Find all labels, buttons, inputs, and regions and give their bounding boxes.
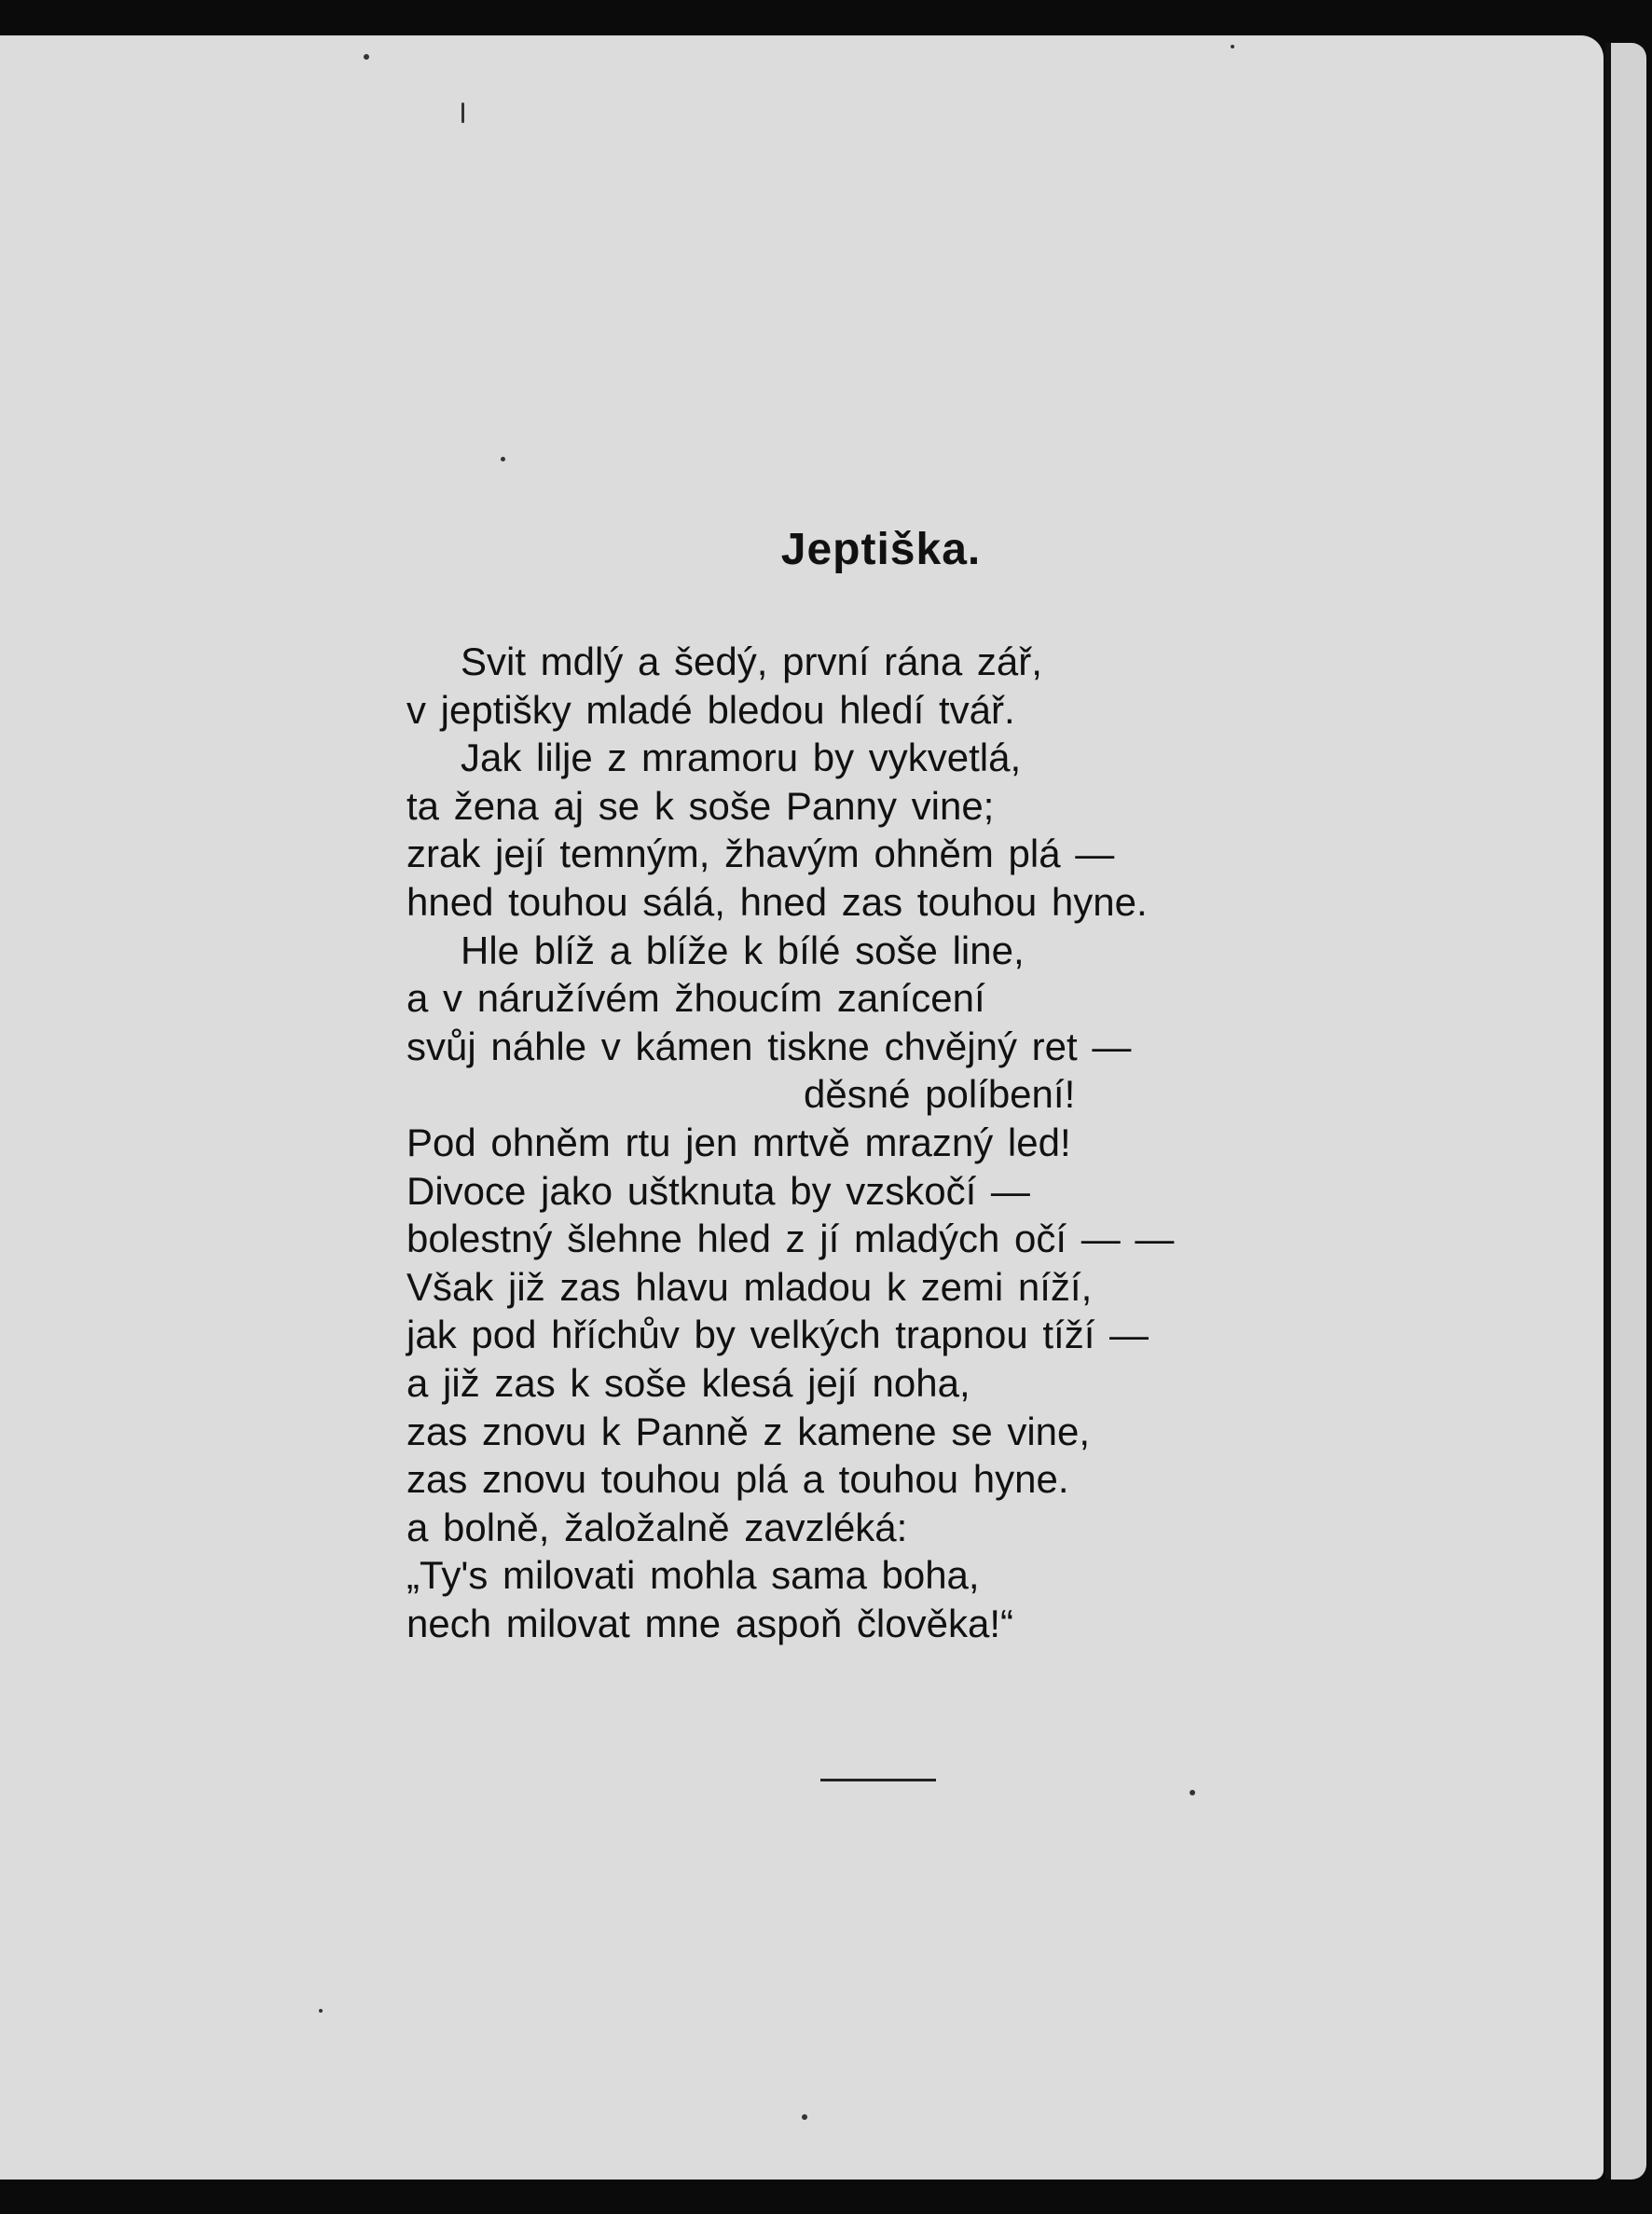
poem-line: a bolně, žaložalně zavzléká: bbox=[406, 1505, 908, 1549]
poem-body bbox=[406, 638, 1174, 1647]
poem-line: Divoce jako uštknuta by vzskočí — bbox=[406, 1168, 1030, 1213]
poem-line: Pod ohněm rtu jen mrtvě mrazný led! bbox=[406, 1120, 1071, 1164]
poem-line: Však již zas hlavu mladou k zemi níží, bbox=[406, 1264, 1093, 1309]
poem-line: ta žena aj se k soše Panny vine; bbox=[406, 783, 995, 828]
poem-line: zrak její temným, žhavým ohněm plá — bbox=[406, 832, 1115, 876]
poem-line: nech milovat mne aspoň člověka!“ bbox=[406, 1601, 1013, 1645]
dust-speck bbox=[364, 54, 369, 60]
poem-title: Jeptiška. bbox=[780, 525, 982, 574]
poem-line: svůj náhle v kámen tiskne chvějný ret — bbox=[406, 1024, 1132, 1068]
poem-line: v jeptišky mladé bledou hledí tvář. bbox=[406, 687, 1015, 732]
dust-speck bbox=[1231, 45, 1234, 48]
poem-line: děsné políbení! bbox=[804, 1072, 1076, 1117]
end-rule bbox=[820, 1779, 936, 1781]
dust-speck bbox=[461, 103, 464, 123]
poem-line: bolestný šlehne hled z jí mladých očí — — bbox=[406, 1217, 1175, 1261]
poem-line: zas znovu touhou plá a touhou hyne. bbox=[406, 1457, 1069, 1502]
poem-line: hned touhou sálá, hned zas touhou hyne. bbox=[406, 879, 1148, 924]
page-edge bbox=[1605, 43, 1646, 2180]
dust-speck bbox=[802, 2114, 807, 2120]
poem-line: jak pod hříchův by velkých trapnou tíží — bbox=[406, 1313, 1150, 1357]
dust-speck bbox=[1190, 1790, 1195, 1795]
dust-speck bbox=[501, 457, 505, 461]
poem-line: a již zas k soše klesá její noha, bbox=[406, 1360, 971, 1405]
poem-line: „Ty's milovati mohla sama boha, bbox=[406, 1553, 980, 1598]
poem-line: Svit mdlý a šedý, první rána zář, bbox=[461, 639, 1042, 683]
poem-line: a v náružívém žhoucím zanícení bbox=[406, 976, 985, 1021]
poem-line: Hle blíž a blíže k bílé soše line, bbox=[461, 928, 1025, 972]
poem-line: Jak lilje z mramoru by vykvetlá, bbox=[461, 736, 1022, 780]
poem-line: zas znovu k Panně z kamene se vine, bbox=[406, 1409, 1091, 1453]
dust-speck bbox=[319, 2009, 323, 2013]
